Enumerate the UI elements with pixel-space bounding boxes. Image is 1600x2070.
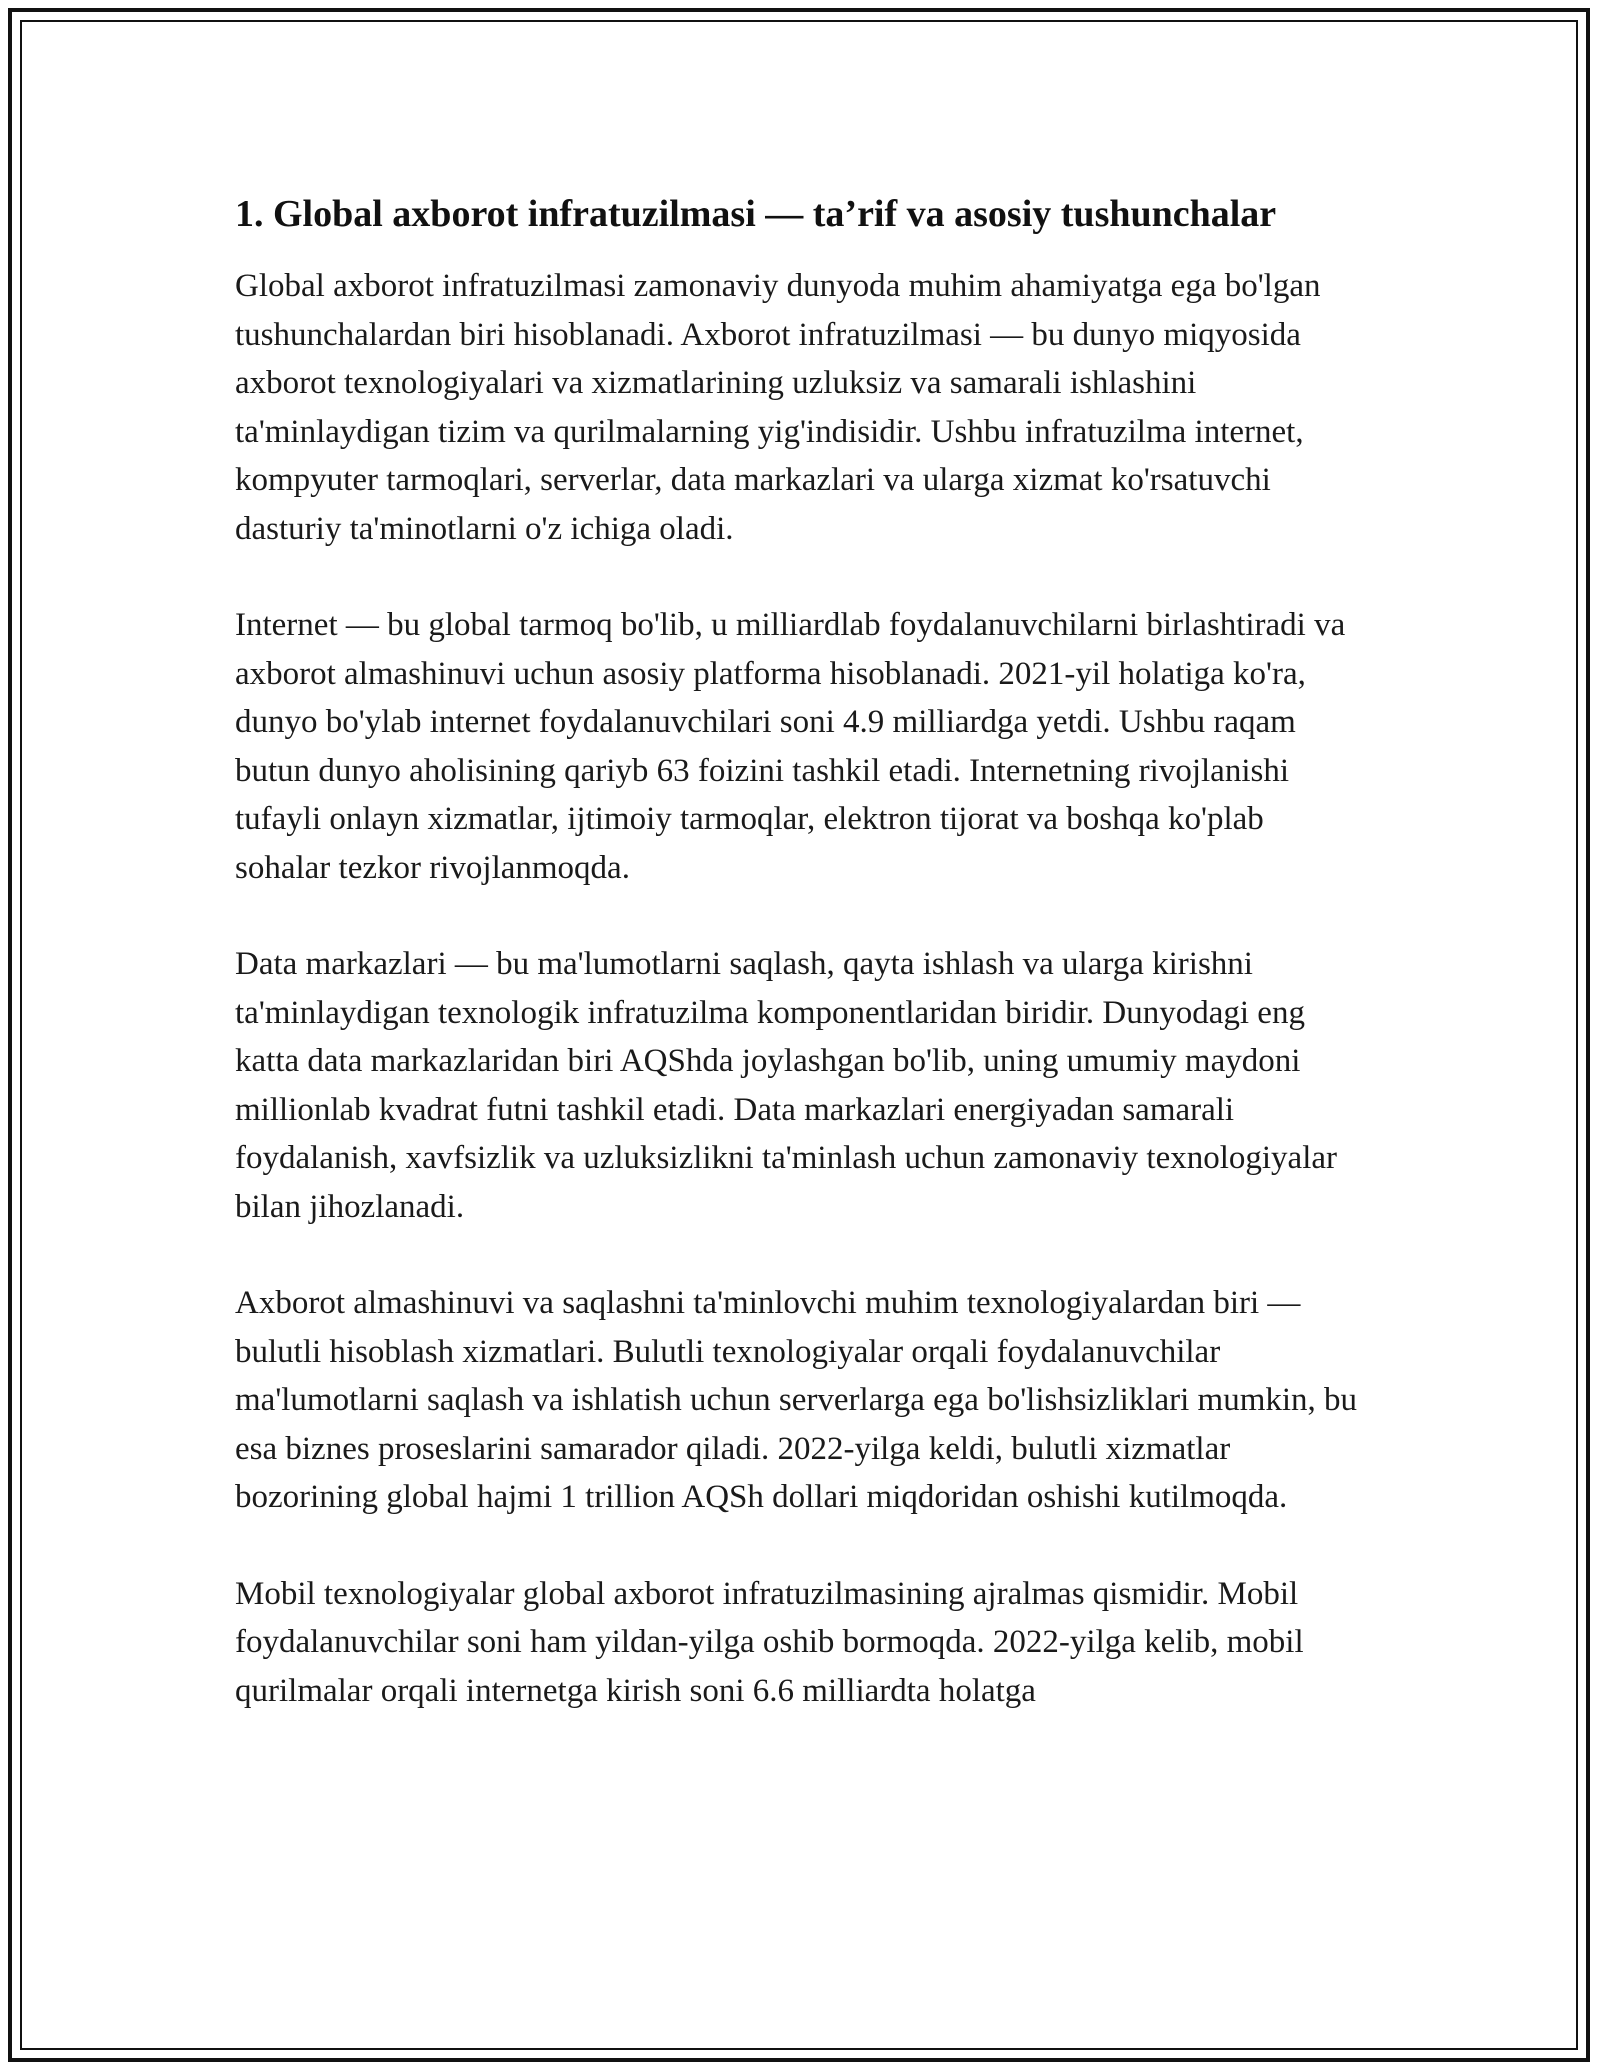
paragraph-cloud: Axborot almashinuvi va saqlashni ta'minlovchi muhim texnologiyalardan biri — bulutli hisoblash xizmatlari. Bulutli texnologiyalar orqali foydalanuvchilar ma'lumotlarni saqlash va ishlatish uchun serverlarga ega bo'lishsizliklari mumkin, bu esa biznes proseslarini samarador qiladi. 2022-yilga keldi, bulutli xizmatlar bozorining global hajmi 1 trillion AQSh dollari miqdoridan oshishi kutilmoqda.	[235, 1285, 1358, 1515]
paragraph-internet: Internet — bu global tarmoq bo'lib, u milliardlab foydalanuvchilarni birlashtiradi va axborot almashinuvi uchun asosiy platforma hisoblanadi. 2021-yil holatiga ko'ra, dunyo bo'ylab internet foydalanuvchilari soni 4.9 milliardga yetdi. Ushbu raqam butun dunyo aholisining qariyb 63 foizini tashkil etadi. Internetning rivojlanishi tufayli onlayn xizmatlar, ijtimoiy tarmoqlar, elektron tijorat va boshqa ko'plab sohalar tezkor rivojlanmoqda.	[235, 607, 1346, 886]
document-body	[235, 186, 1365, 1763]
paragraph-mobile: Mobil texnologiyalar global axborot infratuzilmasining ajralmas qismidir. Mobil foydalanuvchilar soni ham yildan-yilga oshib bormoqda. 2022-yilga kelib, mobil qurilmalar orqali internetga kirish soni 6.6 milliardta holatga	[235, 1575, 1304, 1709]
paragraph-data-centers: Data markazlari — bu ma'lumotlarni saqlash, qayta ishlash va ularga kirishni ta'minlaydigan texnologik infratuzilma komponentlaridan biridir. Dunyodagi eng katta data markazlaridan biri AQShda joylashgan bo'lib, uning umumiy maydoni millionlab kvadrat futni tashkil etadi. Data markazlari energiyadan samarali foydalanish, xavfsizlik va uzluksizlikni ta'minlash uchun zamonaviy texnologiyalar bilan jihozlanadi.	[235, 946, 1338, 1225]
section-heading: 1. Global axborot infratuzilmasi — ta’rif va asosiy tushunchalar	[235, 193, 1277, 235]
paragraph-infrastructure: Global axborot infratuzilmasi zamonaviy dunyoda muhim ahamiyatga ega bo'lgan tushunchalardan biri hisoblanadi. Axborot infratuzilmasi — bu dunyo miqyosida axborot texnologiyalari va xizmatlarining uzluksiz va samarali ishlashini ta'minlaydigan tizim va qurilmalarning yig'indisidir. Ushbu infratuzilma internet, kompyuter tarmoqlari, serverlar, data markazlari va ularga xizmat ko'rsatuvchi dasturiy ta'minotlarni o'z ichiga oladi.	[235, 268, 1321, 547]
